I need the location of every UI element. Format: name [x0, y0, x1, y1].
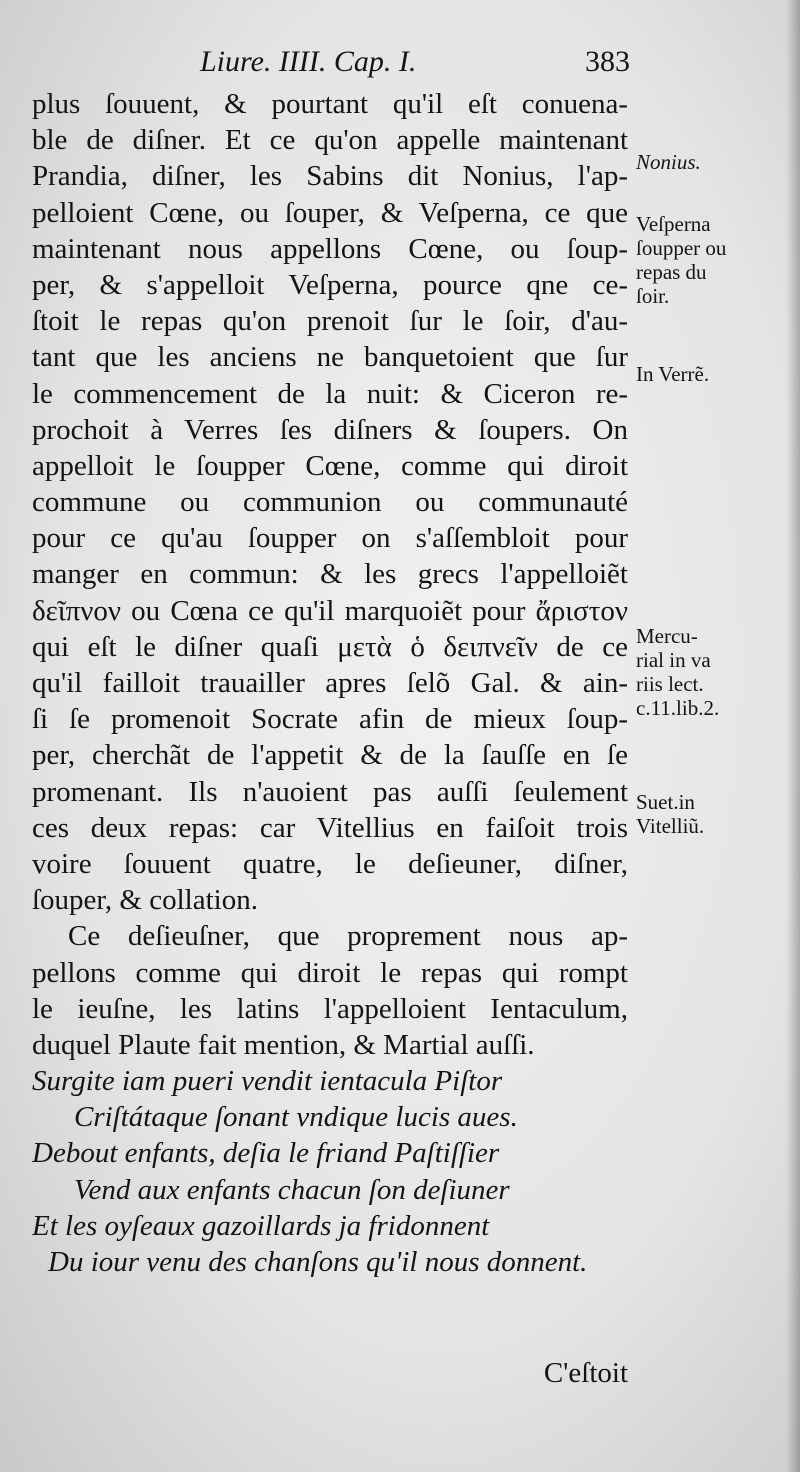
- margin-note-mercurial: Mercu- rial in va riis lect. c.11.lib.2.: [636, 624, 720, 720]
- text-line: δεῖπνον ou Cœna ce qu'il marquoiẽt pour ἄριστον: [32, 594, 628, 627]
- text-line: Ce deſieuſner, que proprement nous ap-: [68, 920, 628, 953]
- text-line: per, cherchãt de l'appetit & de la ſauſſe en ſe: [32, 739, 628, 772]
- verse-line: Debout enfants, deſia le friand Paſtiſſier: [32, 1137, 500, 1170]
- text-line: le ieuſne, les latins l'appelloient Ientaculum,: [32, 992, 628, 1025]
- text-line: pellons comme qui diroit le repas qui rompt: [32, 956, 628, 989]
- running-title: Liure. IIII. Cap. I.: [200, 45, 417, 78]
- text-line: ble de diſner. Et ce qu'on appelle maintenant: [32, 124, 628, 157]
- running-header: [190, 42, 630, 82]
- margin-note-suetonius: Suet.in Vitelliũ.: [636, 790, 705, 838]
- verse-line: Et les oyſeaux gazoillards ja fridonnent: [32, 1209, 490, 1242]
- text-line: ces deux repas: car Vitellius en faiſoit trois: [32, 811, 628, 844]
- text-line: prochoit à Verres ſes diſners & ſoupers. On: [32, 413, 628, 446]
- margin-note-nonius: Nonius.: [636, 150, 701, 174]
- text-line: pelloient Cœne, ou ſouper, & Veſperna, ce que: [32, 196, 628, 229]
- text-line: manger en commun: & les grecs l'appelloiẽt: [32, 558, 628, 591]
- main-text: [32, 86, 628, 1280]
- text-line: per, & s'appelloit Veſperna, pource qne ce-: [32, 268, 628, 301]
- verse-line: Vend aux enfants chacun ſon deſiuner: [74, 1173, 510, 1206]
- text-line: ſtoit le repas qu'on prenoit ſur le ſoir, d'au-: [32, 305, 628, 338]
- page-number: 383: [585, 45, 630, 78]
- verse-line: Surgite iam pueri vendit ientacula Piſtor: [32, 1065, 503, 1098]
- text-line: voire ſouuent quatre, le deſieuner, diſner,: [32, 847, 628, 880]
- text-line: duquel Plaute fait mention, & Martial auſſi.: [32, 1028, 535, 1061]
- text-line: plus ſouuent, & pourtant qu'il eſt conuena-: [32, 88, 628, 120]
- text-line: ſi ſe promenoit Socrate afin de mieux ſoup-: [32, 703, 628, 736]
- text-line: ſouper, & collation.: [32, 884, 258, 917]
- text-line: Prandia, diſner, les Sabins dit Nonius, l'ap-: [32, 160, 628, 193]
- verse-line: Du iour venu des chanſons qu'il nous donnent.: [48, 1246, 588, 1278]
- page-edge-shadow: [786, 0, 800, 1472]
- text-line: promenant. Ils n'auoient pas auſſi ſeulement: [32, 775, 628, 808]
- catchword: C'eſtoit: [543, 1357, 628, 1389]
- verse-line: Criſtátaque ſonant vndique lucis aues.: [74, 1101, 518, 1134]
- text-line: pour ce qu'au ſoupper on s'aſſembloit pour: [32, 522, 628, 555]
- text-line: commune ou communion ou communauté: [32, 486, 628, 519]
- text-line: qui eſt le diſner quaſi μετὰ ὁ δειπνεῖν de ce: [32, 630, 628, 663]
- text-line: appelloit le ſoupper Cœne, comme qui diroit: [32, 449, 628, 482]
- text-line: qu'il failloit trauailler apres ſelõ Gal. & ain-: [32, 667, 628, 699]
- text-line: tant que les anciens ne banquetoient que ſur: [32, 341, 628, 374]
- margin-note-in-verrem: In Verrẽ.: [636, 362, 710, 386]
- text-line: le commencement de la nuit: & Ciceron re-: [32, 377, 628, 410]
- margin-note-vesperna: Veſperna ſoupper ou repas du ſoir.: [636, 212, 727, 308]
- text-line: maintenant nous appellons Cœne, ou ſoup-: [32, 232, 628, 265]
